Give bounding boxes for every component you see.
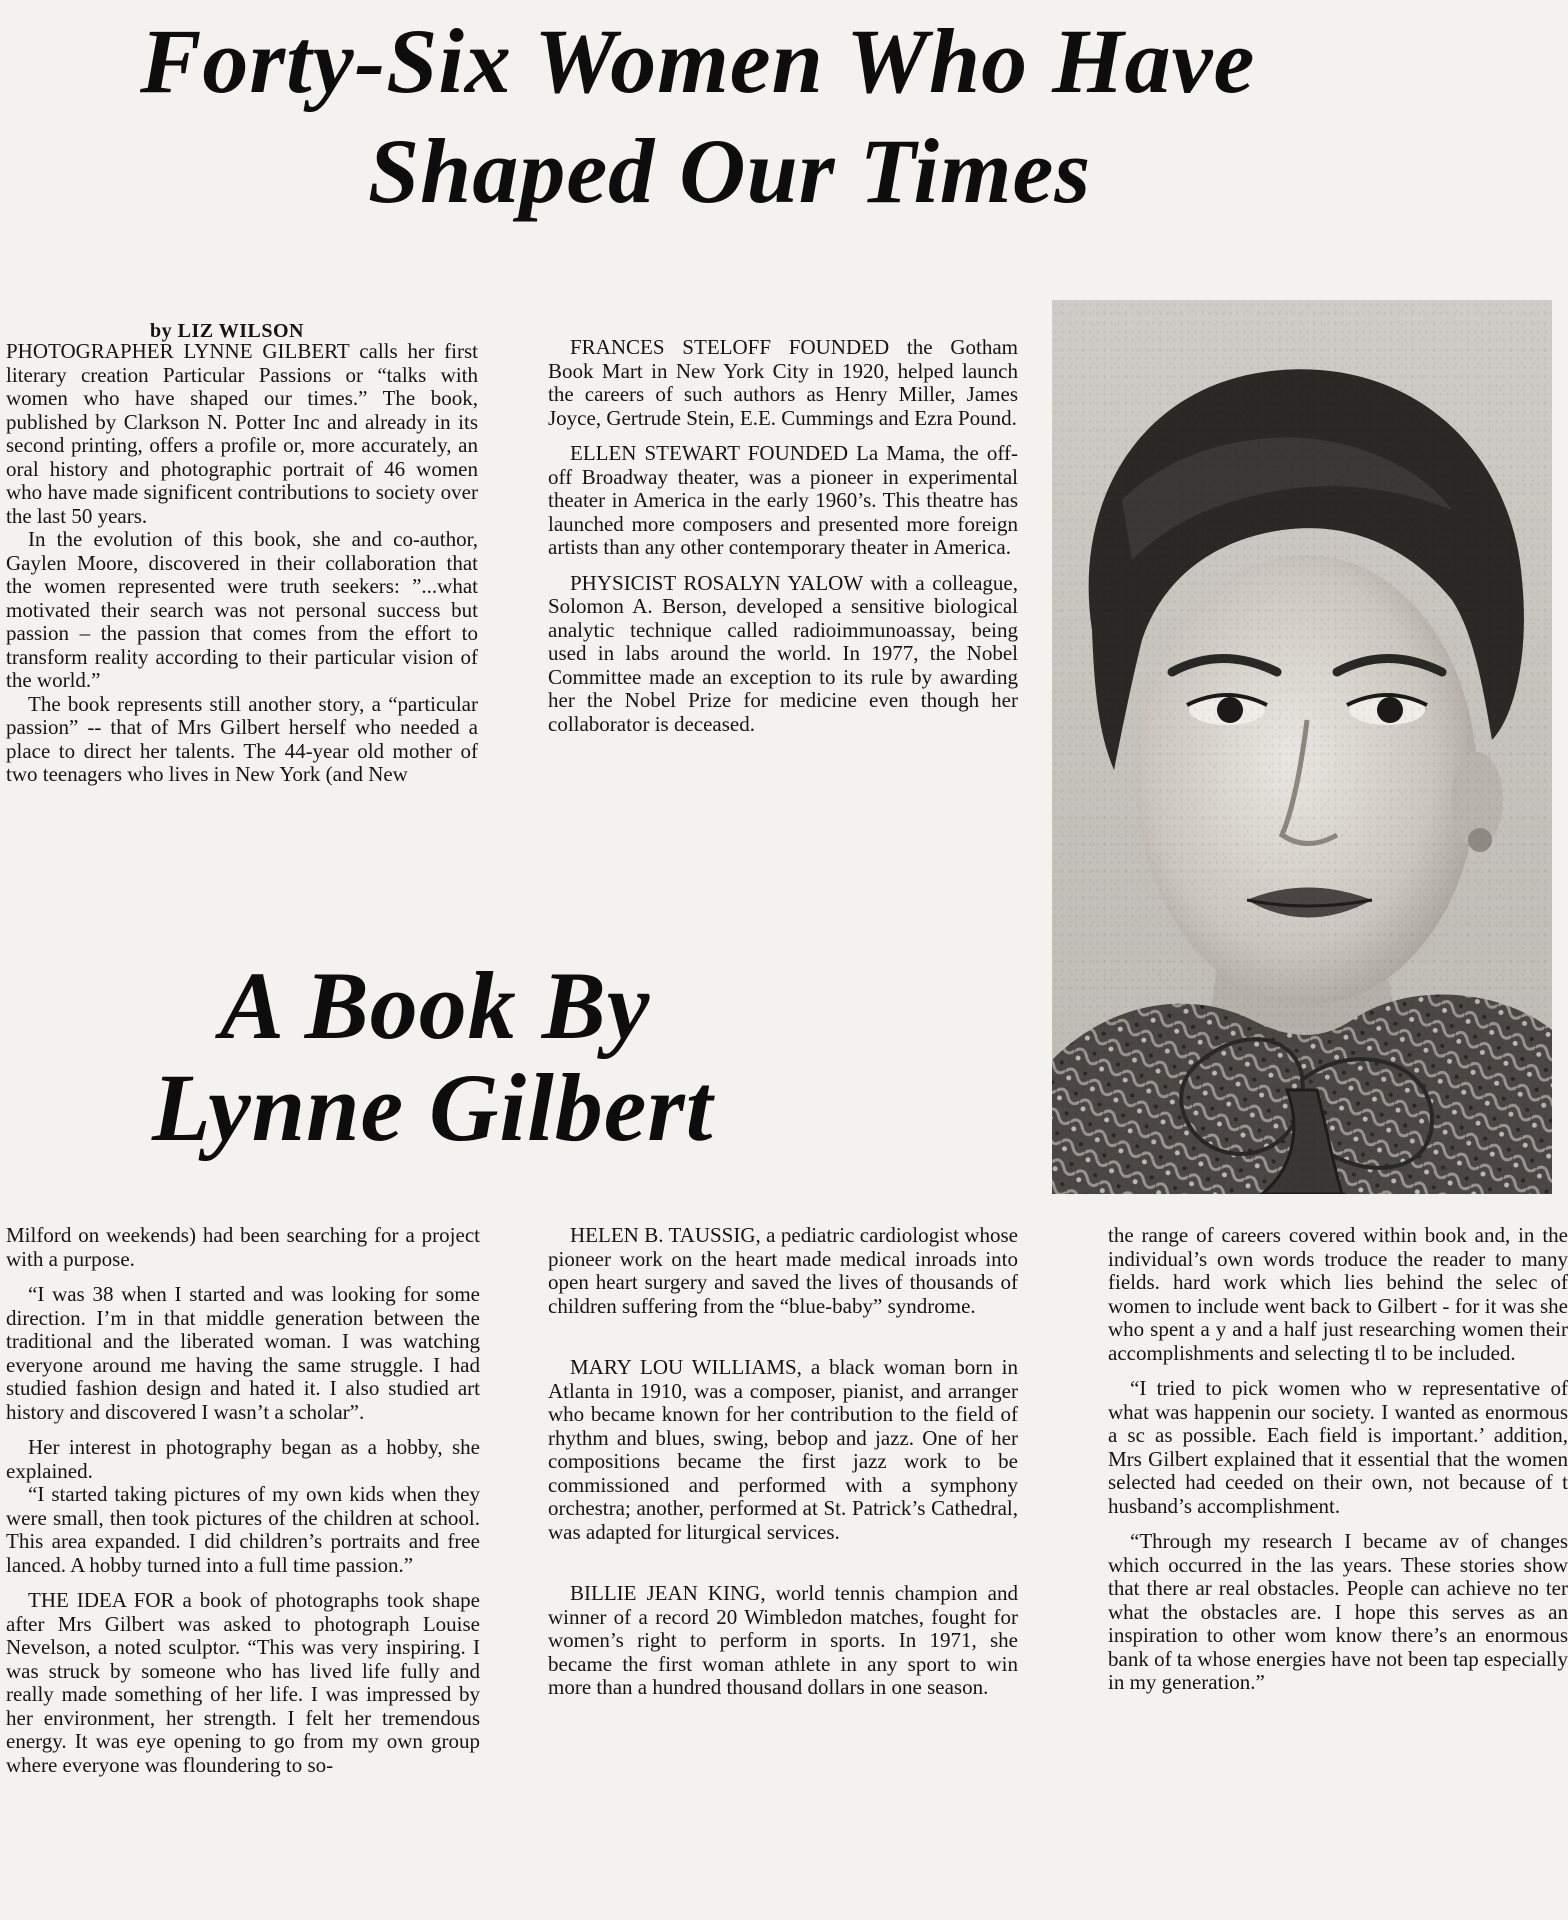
subhead-line-2: Lynne Gilbert <box>152 1054 714 1161</box>
paragraph: “I was 38 when I started and was looking for some direction. I’m in that middle generation between the traditional and the liberated woman. I was watching everyone around me having the same struggle. I had studied fashion design and hated it. I also studied art history and discovered I wasn’t a scholar”. <box>6 1282 480 1424</box>
paragraph: The book represents still another story, a “particular passion” -- that of Mrs Gilbert herself who needed a place to direct her talents. The 44-year old mother of two teenagers who lives in New York (and New <box>6 691 478 786</box>
paragraph: “Through my research I became av of changes which occurred in the las years. These stories show that there ar real obstacles. People can achieve no ter what the obstacles are. I hope this serves as an inspiration to other wom know there’s an enormous bank of ta whose energies have not been tap especially in my generation.” <box>1108 1529 1568 1694</box>
paragraph: Milford on weekends) had been searching for a project with a purpose. <box>6 1224 480 1271</box>
paragraph: MARY LOU WILLIAMS, a black woman born in Atlanta in 1910, was a composer, pianist, and arranger who became known for her contribution to the field of rhythm and blues, swing, bebop and jazz. One of her compositions became the first jazz work to be commissioned and performed with a symphony orchestra; another, performed at St. Patrick’s Cathedral, was adapted for liturgical services. <box>548 1355 1018 1544</box>
paragraph: PHYSICIST ROSALYN YALOW with a colleague, Solomon A. Berson, developed a sensitive biological analytic technique called radioimmunoassay, being used in labs around the world. In 1977, the Nobel Committee made an exception to its rule by awarding her the Nobel Prize for medicine even though her collaborator is deceased. <box>548 570 1018 736</box>
article-column-4 <box>548 1224 1018 1920</box>
portrait-illustration <box>1052 300 1552 1194</box>
headline-line-2: Shaped Our Times <box>368 120 1092 222</box>
article-column-2 <box>548 336 1018 884</box>
paragraph: FRANCES STELOFF FOUNDED the Gotham Book Mart in New York City in 1920, helped launch the careers of such authors as Henry Miller, James Joyce, Gertrude Stein, E.E. Cummings and Ezra Pound. <box>548 336 1018 430</box>
article-column-3 <box>6 1224 480 1920</box>
subhead-line-1: A Book By <box>220 952 651 1059</box>
paragraph: “I tried to pick women who w representative of what was happenin our society. I wanted as enormous a sc as possible. Each field is important.’ addition, Mrs Gilbert explained that it essential that the women selected had ceeded on their own, not because of t husband’s accomplishment. <box>1108 1376 1568 1518</box>
byline: by LIZ WILSON <box>150 320 304 342</box>
article-column-1 <box>6 340 478 886</box>
headline-line-1: Forty-Six Women Who Have <box>140 10 1256 112</box>
paragraph: ELLEN STEWART FOUNDED La Mama, the off-off Broadway theater, was a pioneer in experimental theater in America in the early 1960’s. This theatre has launched more composers and presented more foreign artists than any other contemporary theater in America. <box>548 441 1018 559</box>
article-column-5 <box>1108 1224 1568 1920</box>
paragraph: PHOTOGRAPHER LYNNE GILBERT calls her first literary creation Particular Passions or “talks with women who have shaped our times.” The book, published by Clarkson N. Potter Inc and already in its second printing, offers a profile or, more accurately, an oral history and photographic portrait of 46 women who have made significent contributions to society over the last 50 years. <box>6 340 478 528</box>
paragraph: BILLIE JEAN KING, world tennis champion and winner of a record 20 Wimbledon matches, fought for women’s right to perform in sports. In 1971, she became the first woman athlete in any sport to win more than a hundred thousand dollars in one season. <box>548 1581 1018 1699</box>
paragraph: the range of careers covered within book and, in the individual’s own words troduce the reader to many fields. hard work which lies behind the selec of women to include went back to Gilbert - for it was she who spent a y and a half just researching women their accomplishments and selecting tl to be included. <box>1108 1224 1568 1365</box>
paragraph: Her interest in photography began as a hobby, she explained. <box>6 1435 480 1483</box>
paragraph: “I started taking pictures of my own kids when they were small, then took pictures of the children at school. This area expanded. I did children’s portraits and free lanced. A hobby turned into a full time passion.” <box>6 1482 480 1577</box>
portrait-photo <box>1052 300 1552 1194</box>
paragraph: THE IDEA FOR a book of photographs took shape after Mrs Gilbert was asked to photograph Louise Nevelson, a noted sculptor. “This was very inspiring. I was struck by someone who has lived life fully and really made something of her life. I was impressed by her environment, her strength. I felt her tremendous energy. It was eye opening to go from my own group where everyone was floundering to so- <box>6 1588 480 1777</box>
paragraph: HELEN B. TAUSSIG, a pediatric cardiologist whose pioneer work on the heart made medical inroads into open heart surgery and saved the lives of thousands of children suffering from the “blue-baby” syndrome. <box>548 1224 1018 1318</box>
paragraph: In the evolution of this book, she and co-author, Gaylen Moore, discovered in their collaboration that the women represented were truth seekers: ”...what motivated their search was not personal success but passion – the passion that comes from the effort to transform reality according to their particular vision of the world.” <box>6 527 478 692</box>
